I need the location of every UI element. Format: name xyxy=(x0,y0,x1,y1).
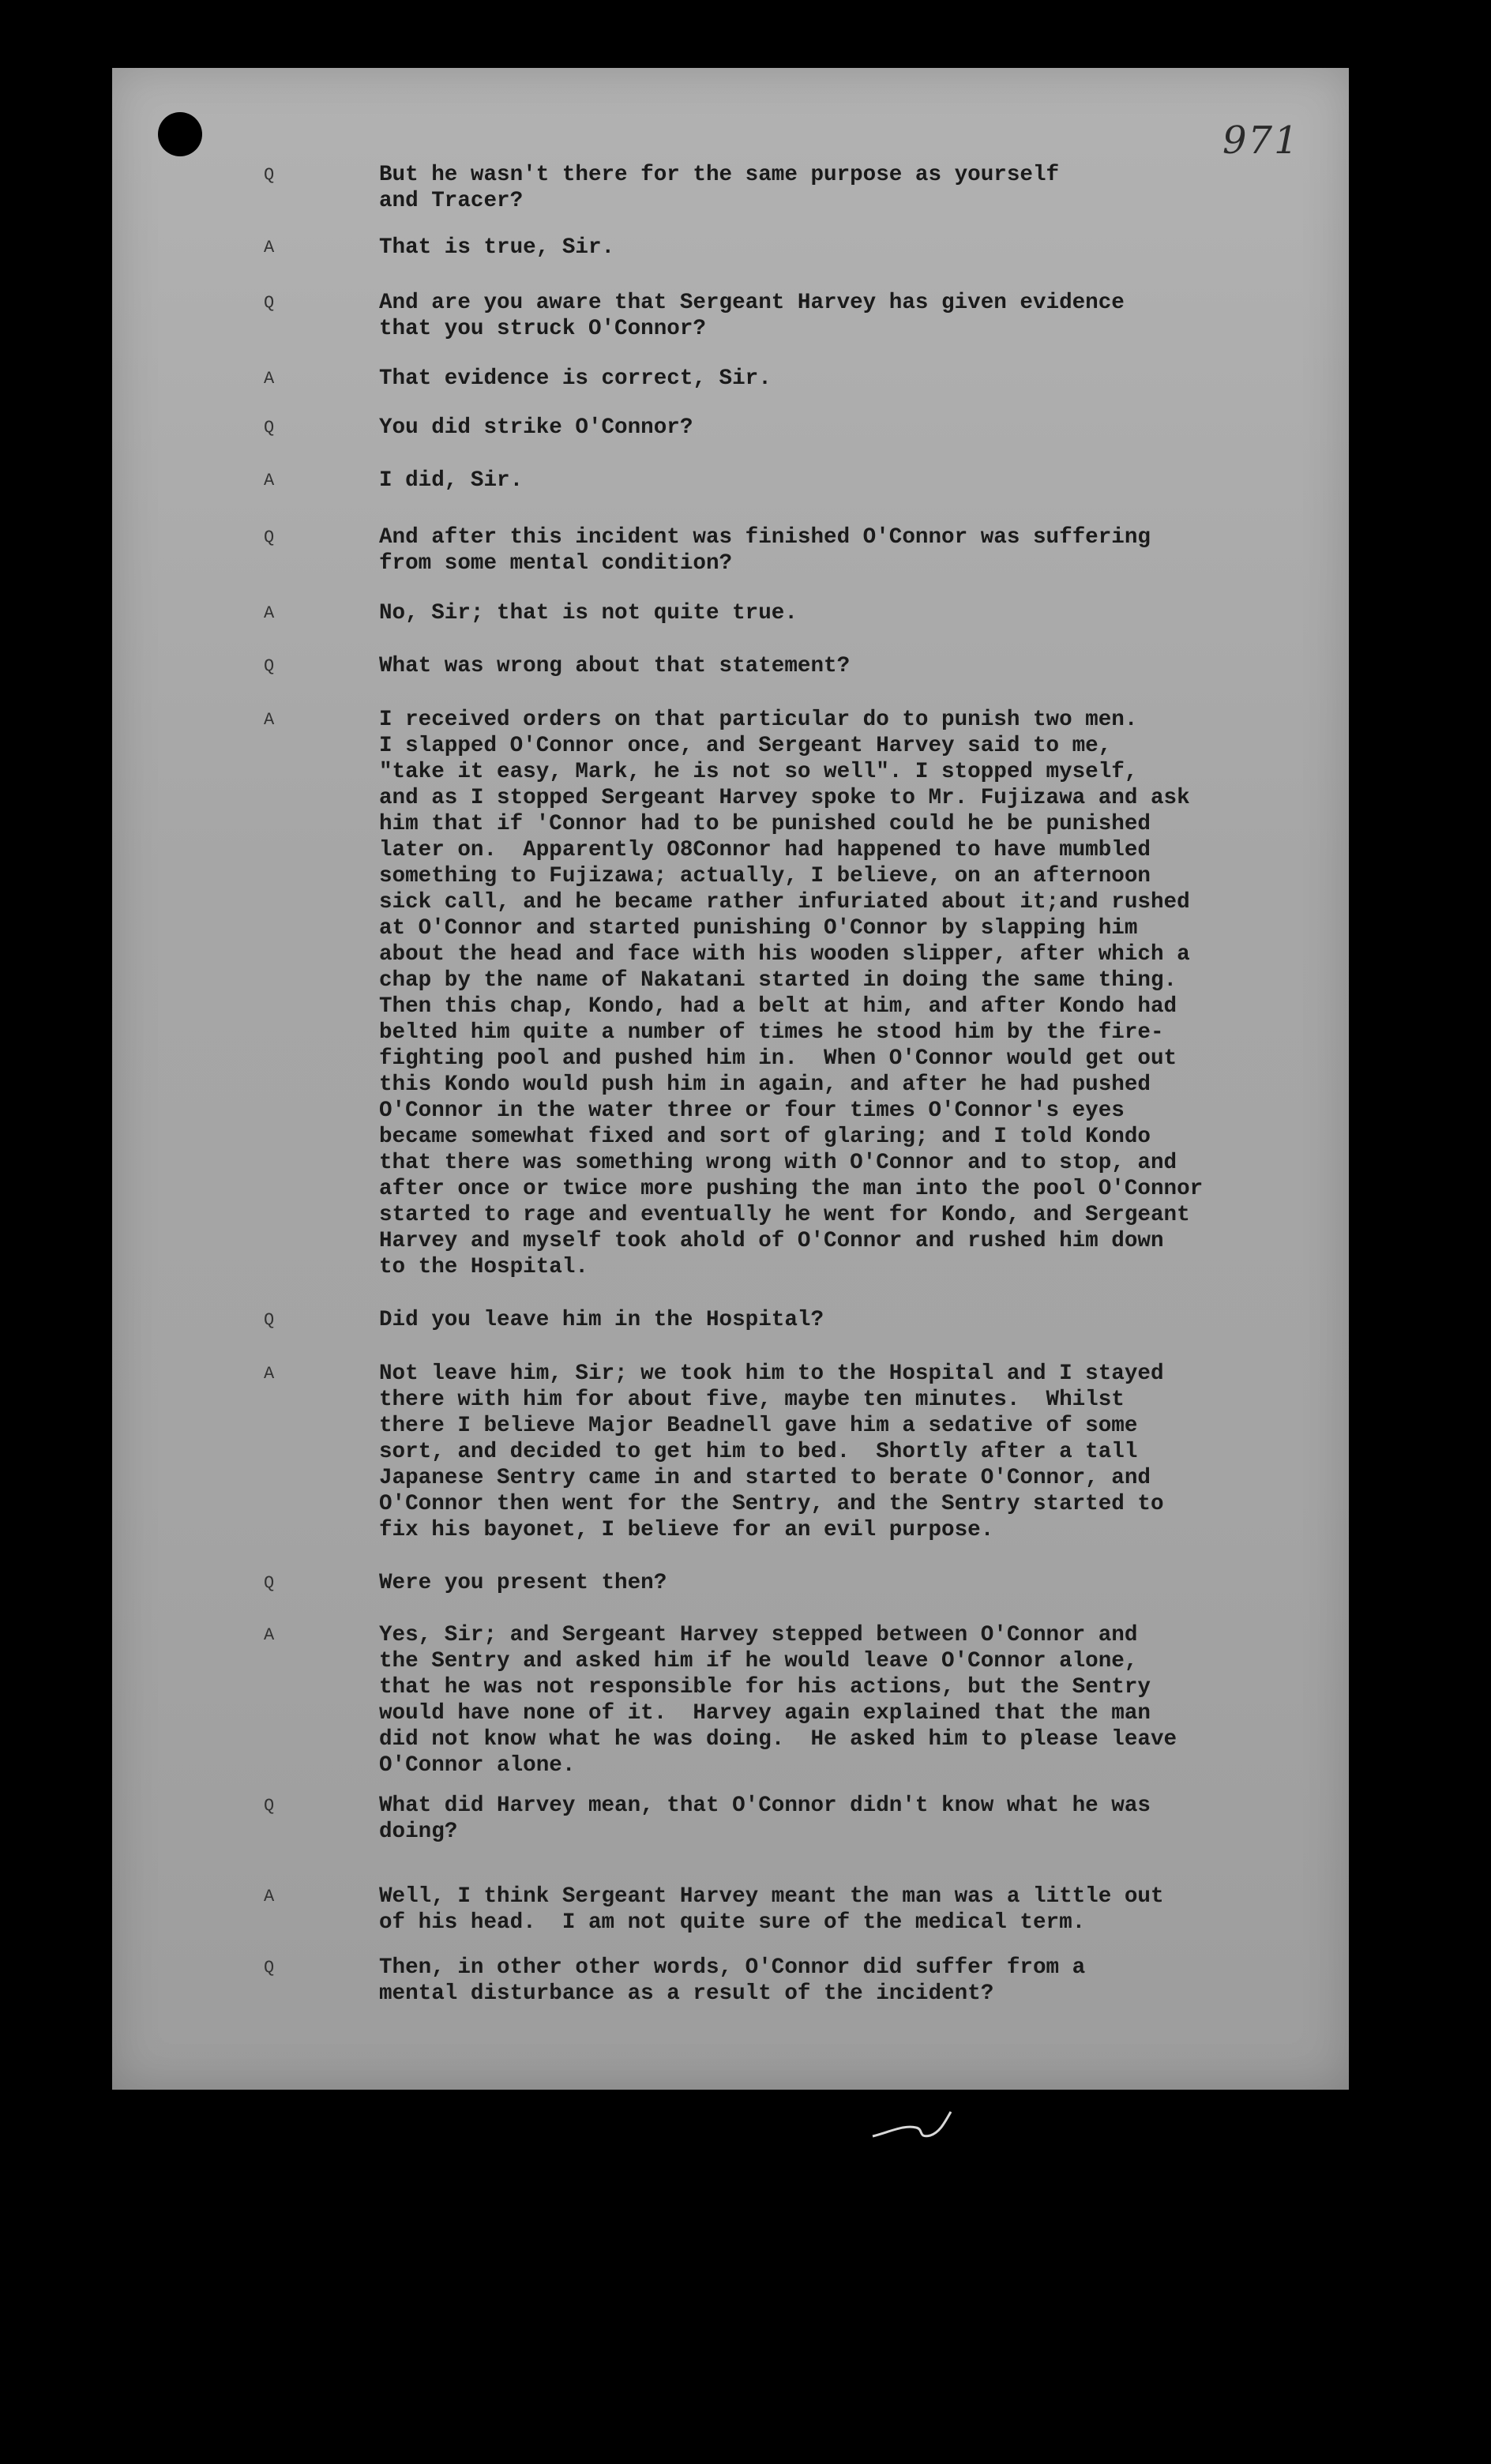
entry-text: And are you aware that Sergeant Harvey has given evidence that you struck O'Connor? xyxy=(379,291,1125,341)
entry-text: Then, in other other words, O'Connor did suffer from a mental disturbance as a result of the incident? xyxy=(379,1955,1086,2006)
entry-text: What was wrong about that statement? xyxy=(379,654,851,678)
speaker-mark: Q xyxy=(264,165,275,185)
speaker-mark: Q xyxy=(264,293,275,313)
speaker-mark: Q xyxy=(264,1310,275,1330)
entry-text: Yes, Sir; and Sergeant Harvey stepped between O'Connor and the Sentry and asked him if he would leave O'Connor alone, that he was not responsible for his actions, but the Sentry would have none of it. Harvey again explained that the man did not know what he was doing. He asked him to please leave O'Connor alone. xyxy=(379,1623,1177,1778)
speaker-mark: A xyxy=(264,603,275,623)
speaker-mark: A xyxy=(264,1887,275,1906)
speaker-mark: Q xyxy=(264,528,275,547)
speaker-mark: A xyxy=(264,471,275,490)
speaker-mark: Q xyxy=(264,1796,275,1816)
entry-text: Not leave him, Sir; we took him to the Hospital and I stayed there with him for about five, maybe ten minutes. Whilst there I believe Major Beadnell gave him a sedative of some sort, and decided to get him to bed. Shortly after a tall Japanese Sentry came in and started to berate O'Connor, and O'Connor then went for the Sentry, and the Sentry started to fix his bayonet, I believe for an evil purpose. xyxy=(379,1362,1164,1542)
entry-text: I did, Sir. xyxy=(379,468,524,493)
entry-text: And after this incident was finished O'Connor was suffering from some mental condition? xyxy=(379,525,1151,576)
entry-text: Did you leave him in the Hospital? xyxy=(379,1308,824,1332)
speaker-mark: Q xyxy=(264,656,275,676)
speaker-mark: Q xyxy=(264,1573,275,1593)
speaker-mark: A xyxy=(264,238,275,257)
entry-text: That evidence is correct, Sir. xyxy=(379,366,772,391)
entry-text: I received orders on that particular do to punish two men. I slapped O'Connor once, and Sergeant Harvey said to me, "take it easy, Mark, he is not so well". I stopped myself, and as I stopped Sergeant Harvey spoke to Mr. Fujizawa and ask him that if 'Connor had to be punished could he be punished later on. Apparently O8Connor had happened to have mumbled something to Fujizawa; actually, I believe, on an afternoon sick call, and he became rather infuriated about it;and rushed at O'Connor and started punishing O'Connor by slapping him about the head and face with his wooden slipper, after which a chap by the name of Nakatani started in doing the same thing. Then this chap, Kondo, had a belt at him, and after Kondo had belted him quite a number of times he stood him by the fire- fighting pool and pushed him in. When O'Connor would get out this Kondo would push him in again, and after he had pushed O'Connor in the water three or four times O'Connor's eyes became somewhat fixed and sort of glaring; and I told Kondo that there was something wrong with O'Connor and to stop, and after once or twice more pushing the man into the pool O'Connor started to rage and eventually he went for Kondo, and Sergeant Harvey and myself took ahold of O'Connor and rushed him down to the Hospital. xyxy=(379,708,1204,1279)
speaker-mark: Q xyxy=(264,418,275,438)
speaker-mark: A xyxy=(264,369,275,389)
entry-text: That is true, Sir. xyxy=(379,235,615,260)
entry-text: You did strike O'Connor? xyxy=(379,415,693,440)
page-number: 971 xyxy=(1222,118,1300,163)
punch-hole xyxy=(158,112,202,156)
handwritten-mark xyxy=(869,2101,963,2148)
entry-text: No, Sir; that is not quite true. xyxy=(379,601,798,625)
entry-text: Well, I think Sergeant Harvey meant the man was a little out of his head. I am not quite sure of the medical term. xyxy=(379,1884,1164,1935)
speaker-mark: A xyxy=(264,1625,275,1645)
speaker-mark: A xyxy=(264,1364,275,1384)
speaker-mark: Q xyxy=(264,1958,275,1978)
entry-text: What did Harvey mean, that O'Connor didn't know what he was doing? xyxy=(379,1794,1151,1844)
entry-text: Were you present then? xyxy=(379,1571,667,1595)
speaker-mark: A xyxy=(264,710,275,730)
entry-text: But he wasn't there for the same purpose as yourself and Tracer? xyxy=(379,163,1060,213)
